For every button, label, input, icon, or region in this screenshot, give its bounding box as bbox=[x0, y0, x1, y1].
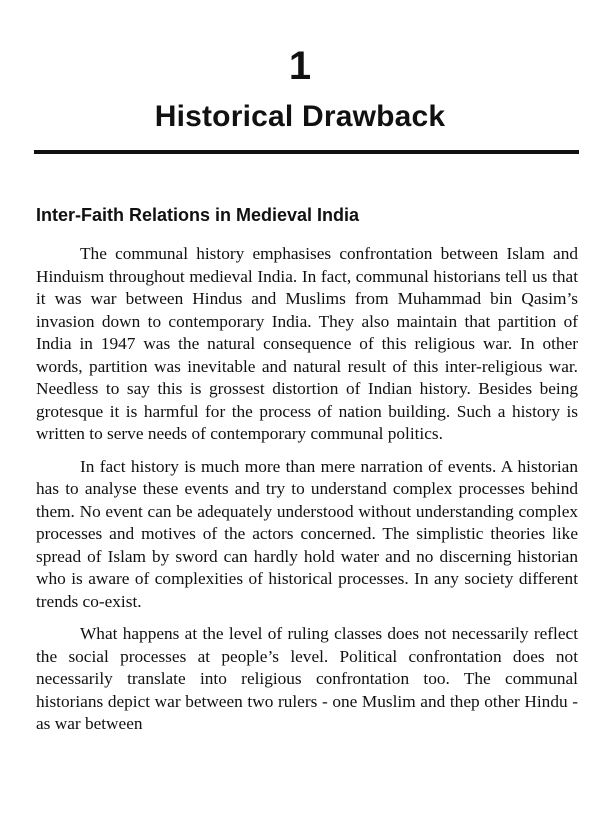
chapter-title: Historical Drawback bbox=[154, 100, 446, 133]
paragraph: What happens at the level of ruling classes does not necessarily reflect the social processes at people’s level. Political confrontation does not necessarily translate into religious confrontation too. The communal historians depict war between two rulers - one Muslim and thep other Hindu - as war between bbox=[36, 624, 578, 733]
paragraph: In fact history is much more than mere narration of events. A historian has to analyse these events and try to understand complex processes behind them. No event can be adequately understood without understanding complex processes and motives of the actors concerned. The simplistic theories like spread of Islam by sword can hardly hold water and no discerning historian who is aware of complexities of historical processes. In any society different trends co-exist. bbox=[36, 456, 578, 611]
title-divider-rule bbox=[34, 150, 579, 154]
body-text bbox=[36, 243, 578, 746]
section-heading: Inter-Faith Relations in Medieval India bbox=[36, 205, 360, 225]
chapter-number: 1 bbox=[288, 44, 312, 88]
paragraph: The communal history emphasises confrontation between Islam and Hinduism throughout medieval India. In fact, communal historians tell us that it was war between Hindus and Muslims from Muhammad bin Qasim’s invasion down to contemporary India. They also maintain that partition of India in 1947 was the natural consequence of this religious war. In other words, partition was inevitable and natural result of this inter-religious war. Needless to say this is grossest distortion of Indian history. Besides being grotesque it is harmful for the process of nation building. Such a history is written to serve needs of contemporary communal politics. bbox=[36, 244, 578, 443]
